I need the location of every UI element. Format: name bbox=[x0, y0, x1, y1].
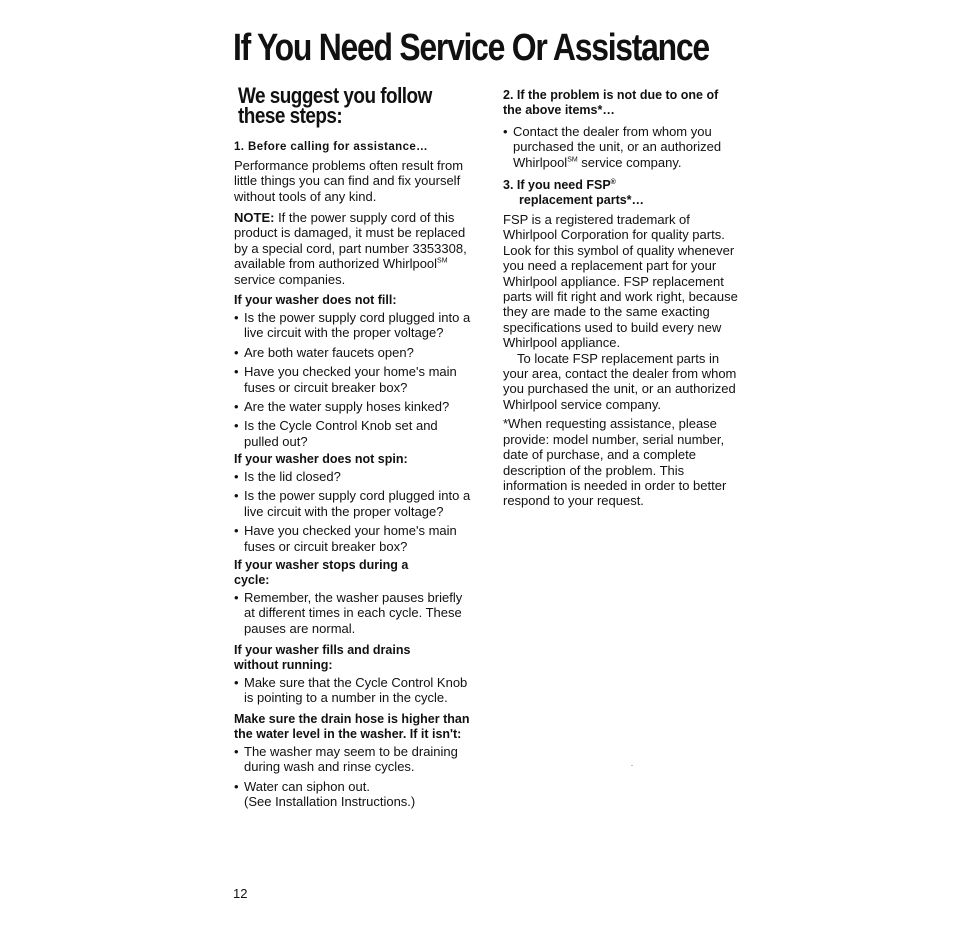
step-1-heading: 1. Before calling for assistance… bbox=[234, 141, 429, 153]
section-does-not-spin bbox=[234, 452, 474, 558]
section-heading: If your washer does not fill: bbox=[234, 293, 397, 307]
list-item: • Water can siphon out. bbox=[234, 778, 370, 794]
bullet-icon: • bbox=[234, 364, 239, 380]
section-heading: Make sure the drain hose is higher than the water level in the washer. If it isn't: bbox=[234, 712, 470, 741]
note-text: If the power supply cord of this product is damaged, it must be replaced by a special cord, part number 3353308, available from authorized Whirlpool bbox=[234, 210, 467, 272]
list-item: • Is the power supply cord plugged into a live circuit with the proper voltage? bbox=[234, 488, 471, 519]
bullet-icon: • bbox=[234, 523, 239, 539]
bullet-icon: • bbox=[234, 488, 239, 504]
locate-text: To locate FSP replacement parts in your area, contact the dealer from whom you purchased the unit, or an authorized Whirlpool service company. bbox=[503, 350, 737, 412]
note-tail: service companies. bbox=[234, 271, 346, 287]
registered-mark: ® bbox=[610, 178, 616, 186]
list-item: • Contact the dealer from whom you purchased the unit, or an authorized Whirlpool℠ service company. bbox=[503, 124, 722, 170]
section-heading: If your washer fills and drains without running: bbox=[234, 643, 411, 672]
page-number: 12 bbox=[233, 886, 248, 901]
section-subtitle: We suggest you follow these steps: bbox=[238, 83, 432, 128]
page-title: If You Need Service Or Assistance bbox=[233, 27, 709, 69]
step-2-heading: 2. If the problem is not due to one of the above items*… bbox=[503, 88, 719, 117]
list-item: • Are the water supply hoses kinked? bbox=[234, 399, 450, 415]
bullet-icon: • bbox=[234, 399, 239, 415]
step-1 bbox=[234, 140, 474, 155]
step-3 bbox=[503, 178, 743, 208]
bullet-icon: • bbox=[234, 344, 239, 360]
service-mark: SM bbox=[437, 257, 448, 265]
bullet-icon: • bbox=[234, 418, 239, 434]
section-fills-and-drains bbox=[234, 643, 474, 710]
step-2 bbox=[503, 88, 743, 174]
request-text: *When requesting assistance, please provide: model number, serial number, date of purchase, and a complete description of the problem. This information is needed in order to better respond to your request. bbox=[503, 416, 727, 509]
list-item: • Make sure that the Cycle Control Knob is pointing to a number in the cycle. bbox=[234, 675, 468, 706]
list-item: • Is the power supply cord plugged into a live circuit with the proper voltage? bbox=[234, 310, 471, 341]
bullet-icon: • bbox=[234, 778, 239, 794]
note-label: NOTE: bbox=[234, 210, 275, 225]
list-item: • Remember, the washer pauses briefly at different times in each cycle. These pauses are normal. bbox=[234, 590, 463, 636]
intro-text: Performance problems often result from little things you can find and fix yourself without tools of any kind. bbox=[234, 158, 464, 204]
section-drain-hose bbox=[234, 712, 479, 810]
fsp-text: FSP is a registered trademark of Whirlpool Corporation for quality parts. Look for this symbol of quality whenever you need a replacement part for your Whirlpool appliance. FSP replacement parts will fit right and work right, because they are made to the same exacting specifications used to build every new Whirlpool appliance. bbox=[503, 212, 738, 351]
bullet-icon: • bbox=[234, 310, 239, 325]
note-paragraph bbox=[234, 210, 474, 287]
section-heading: If your washer stops during a cycle: bbox=[234, 558, 409, 587]
list-item: • Have you checked your home's main fuses or circuit breaker box? bbox=[234, 523, 457, 554]
scan-speck bbox=[631, 765, 633, 766]
list-item: • Have you checked your home's main fuses or circuit breaker box? bbox=[234, 364, 457, 395]
intro-paragraph bbox=[234, 158, 480, 204]
footnote-text: (See Installation Instructions.) bbox=[244, 794, 416, 810]
step-3-heading: 3. If you need FSP® replacement parts*… bbox=[503, 178, 645, 207]
section-heading: If your washer does not spin: bbox=[234, 452, 408, 466]
bullet-icon: • bbox=[234, 590, 239, 605]
bullet-icon: • bbox=[234, 675, 239, 690]
list-item: • The washer may seem to be draining during wash and rinse cycles. bbox=[234, 744, 458, 775]
bullet-icon: • bbox=[234, 744, 239, 759]
bullet-icon: • bbox=[234, 469, 239, 484]
list-item: • Is the Cycle Control Knob set and pulled out? bbox=[234, 418, 438, 449]
section-does-not-fill bbox=[234, 293, 474, 453]
service-mark: SM bbox=[567, 156, 578, 164]
list-item: • Is the lid closed? bbox=[234, 469, 341, 484]
fsp-paragraph bbox=[503, 212, 743, 509]
bullet-icon: • bbox=[503, 124, 508, 139]
section-stops-during-cycle bbox=[234, 558, 474, 640]
list-item: • Are both water faucets open? bbox=[234, 344, 414, 360]
